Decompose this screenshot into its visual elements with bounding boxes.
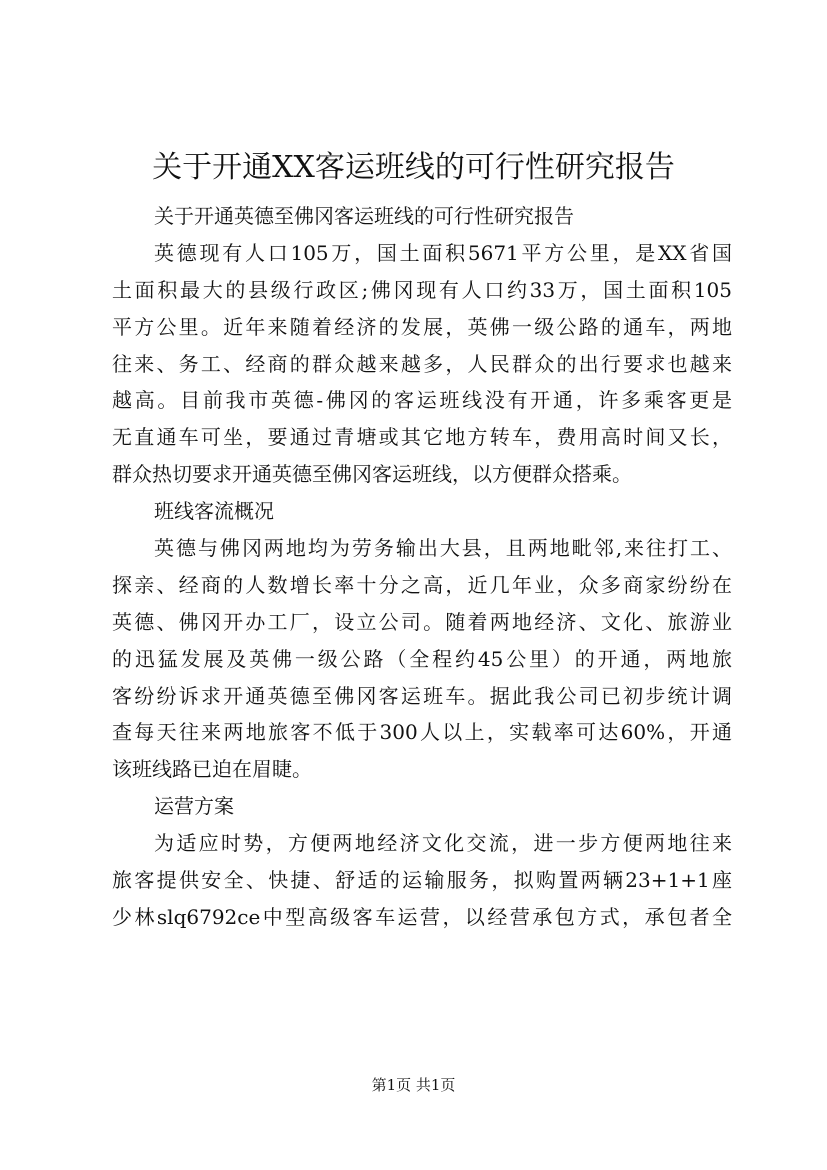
text-line: 旅客提供安全、快捷、舒适的运输服务，拟购置两辆23+1+1座 [112,868,732,893]
text-line: 往来、务工、经商的群众越来越多，人民群众的出行要求也越来 [112,351,732,376]
text-line: 班线客流概况 [154,499,274,524]
text-line: 探亲、经商的人数增长率十分之高，近几年业，众多商家纷纷在 [112,572,732,597]
text-line: 英德现有人口105万，国土面积5671平方公里，是XX省国 [154,240,732,265]
text-line: 无直通车可坐，要通过青塘或其它地方转车，费用高时间又长， [112,425,732,450]
text-line: 少林slq6792ce中型高级客车运营，以经营承包方式，承包者全 [112,904,732,929]
text-line: 查每天往来两地旅客不低于300人以上，实载率可达60%，开通 [112,720,732,745]
page-footer: 第1页 共1页 [371,1076,456,1094]
text-line: 平方公里。近年来随着经济的发展，英佛一级公路的通车，两地 [112,314,732,339]
text-line: 该班线路已迫在眉睫。 [112,757,312,782]
text-line: 群众热切要求开通英德至佛冈客运班线，以方便群众搭乘。 [112,462,632,487]
text-line: 土面积最大的县级行政区;佛冈现有人口约33万，国土面积105 [112,277,732,302]
document-body [112,198,732,936]
text-line: 越高。目前我市英德-佛冈的客运班线没有开通，许多乘客更是 [112,388,732,413]
text-line: 运营方案 [154,794,234,819]
text-line: 的迅猛发展及英佛一级公路（全程约45公里）的开通，两地旅 [112,646,732,671]
text-line: 客纷纷诉求开通英德至佛冈客运班车。据此我公司已初步统计调 [112,683,732,708]
text-line: 英德、佛冈开办工厂，设立公司。随着两地经济、文化、旅游业 [112,609,732,634]
text-line: 关于开通英德至佛冈客运班线的可行性研究报告 [154,204,574,228]
text-line: 英德与佛冈两地均为劳务输出大县，且两地毗邻,来往打工、 [154,536,732,561]
text-line: 为适应时势，方便两地经济文化交流，进一步方便两地往来 [154,831,732,856]
document-title: 关于开通XX客运班线的可行性研究报告 [152,150,675,185]
